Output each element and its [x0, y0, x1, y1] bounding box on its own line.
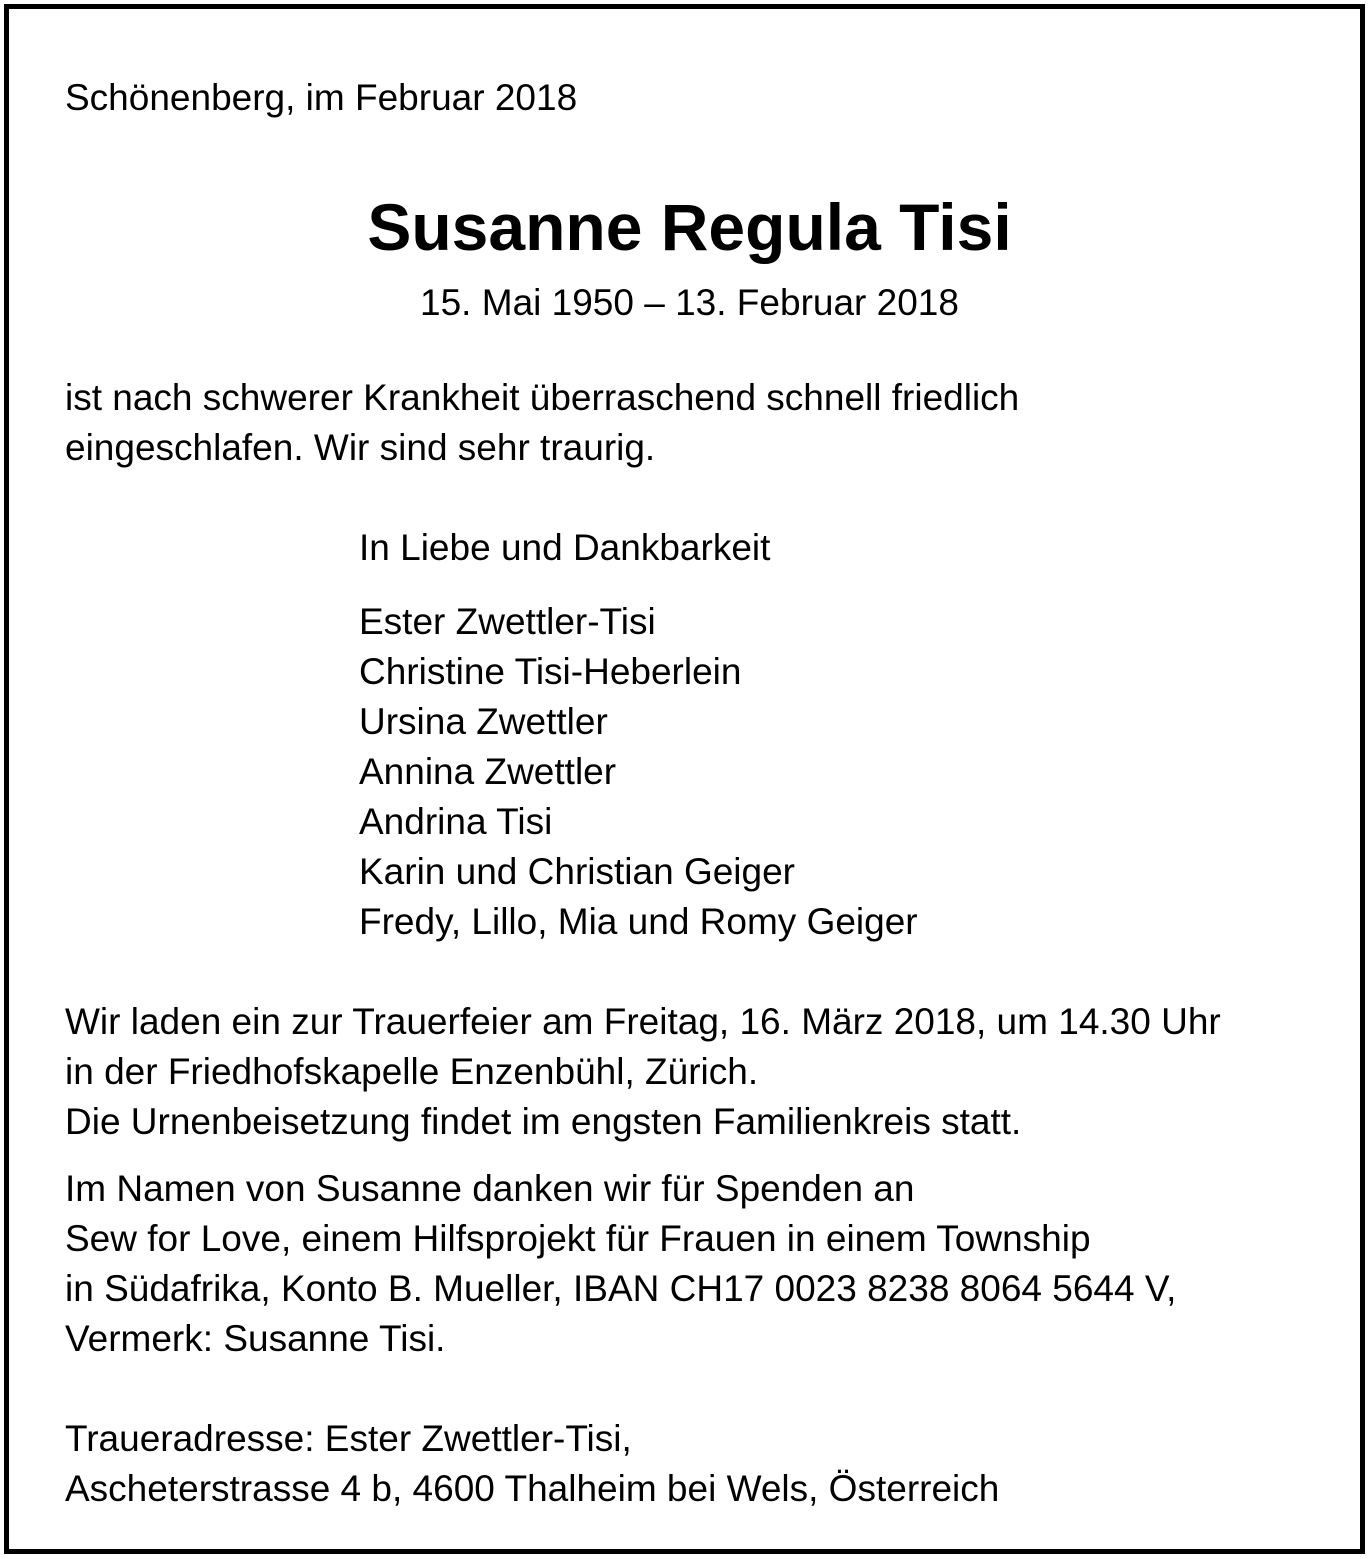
intro-line: ist nach schwerer Krankheit überraschend schnell friedlich: [65, 377, 1020, 418]
donation-paragraph: [65, 1164, 1176, 1364]
donation-line: Vermerk: Susanne Tisi.: [65, 1318, 446, 1359]
mourners-list: [359, 597, 918, 947]
closing-line: In Liebe und Dankbarkeit: [359, 527, 771, 568]
intro-paragraph: [65, 373, 1019, 473]
closing-phrase: [359, 523, 770, 573]
donation-line: Sew for Love, einem Hilfsprojekt für Frauen in einem Township: [65, 1218, 1091, 1259]
life-dates: 15. Mai 1950 – 13. Februar 2018: [420, 282, 959, 323]
place-date: Schönenberg, im Februar 2018: [65, 77, 578, 118]
ceremony-line: Wir laden ein zur Trauerfeier am Freitag, 16. März 2018, um 14.30 Uhr: [65, 1001, 1221, 1042]
intro-line: eingeschlafen. Wir sind sehr traurig.: [65, 427, 656, 468]
mourner-name: Karin und Christian Geiger: [359, 851, 795, 892]
ceremony-paragraph: [65, 997, 1221, 1147]
mourner-name: Christine Tisi-Heberlein: [359, 651, 742, 692]
mourner-name: Annina Zwettler: [359, 751, 617, 792]
notice-frame: [4, 4, 1365, 1554]
ceremony-line: in der Friedhofskapelle Enzenbühl, Zürich.: [65, 1051, 759, 1092]
donation-line: in Südafrika, Konto B. Mueller, IBAN CH17 0023 8238 8064 5644 V,: [65, 1268, 1177, 1309]
deceased-name: Susanne Regula Tisi: [367, 190, 1012, 264]
ceremony-line: Die Urnenbeisetzung findet im engsten Familienkreis statt.: [65, 1101, 1022, 1142]
mourner-name: Andrina Tisi: [359, 801, 553, 842]
mourning-address: [65, 1414, 999, 1514]
donation-line: Im Namen von Susanne danken wir für Spenden an: [65, 1168, 915, 1209]
address-line: Traueradresse: Ester Zwettler-Tisi,: [65, 1418, 632, 1459]
mourner-name: Fredy, Lillo, Mia und Romy Geiger: [359, 901, 918, 942]
mourner-name: Ursina Zwettler: [359, 701, 608, 742]
mourner-name: Ester Zwettler-Tisi: [359, 601, 656, 642]
address-line: Ascheterstrasse 4 b, 4600 Thalheim bei Wels, Österreich: [65, 1468, 1000, 1509]
